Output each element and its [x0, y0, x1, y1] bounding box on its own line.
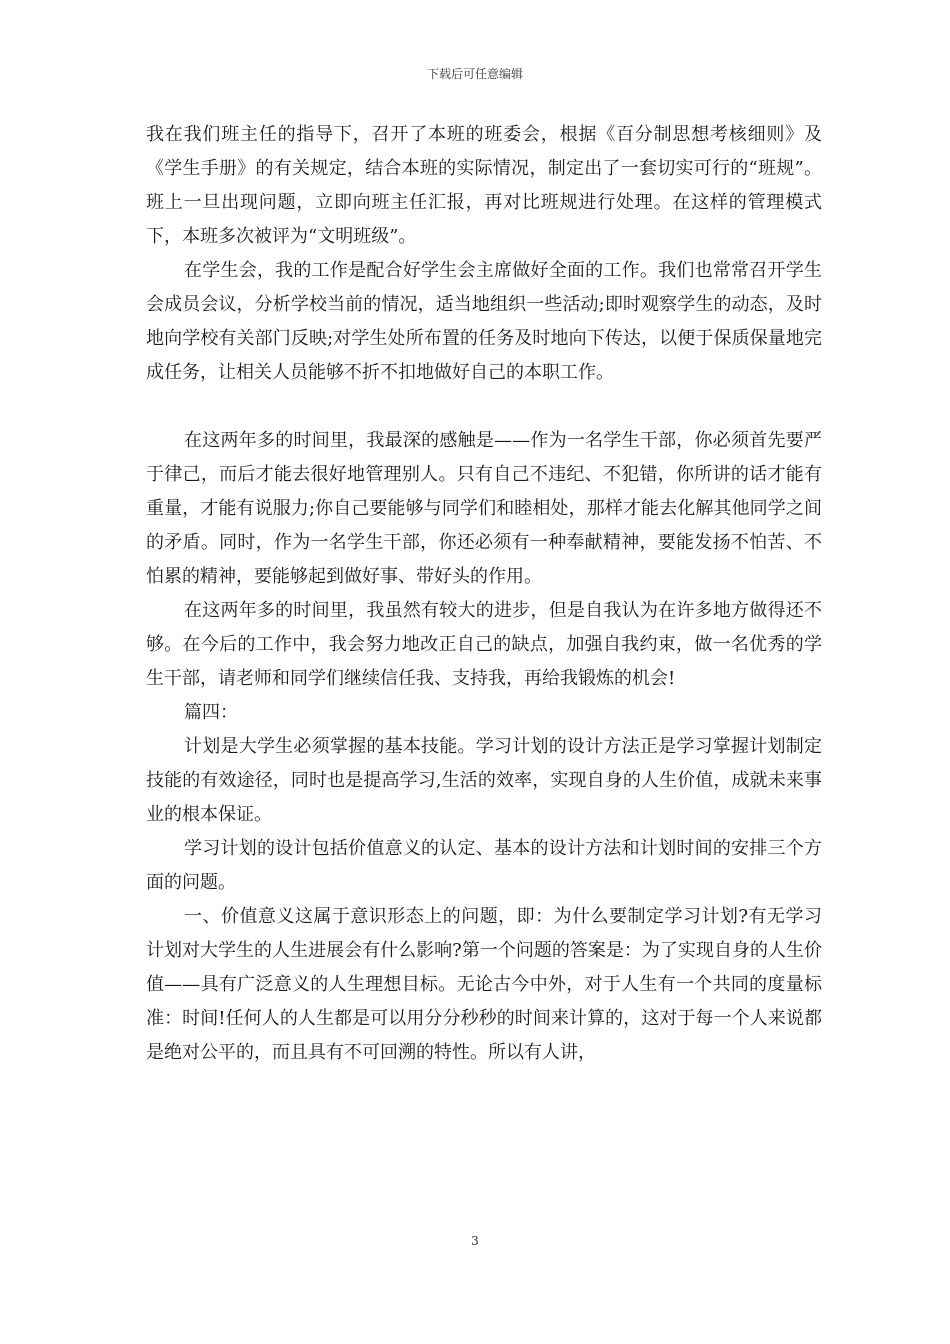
document-body [146, 118, 822, 1070]
section-heading: 篇四： [184, 702, 238, 723]
paragraph-1: 我在我们班主任的指导下，召开了本班的班委会，根据《百分制思想考核细则》及《学生手册》的有关规定，结合本班的实际情况，制定出了一套切实可行的“班规”。班上一旦出现问题，立即向班主任汇报，再对比班规进行处理。在这样的管理模式下，本班多次被评为“文明班级”。 [146, 124, 822, 247]
paragraph-3: 在这两年多的时间里，我最深的感触是——作为一名学生干部，你必须首先要严于律己，而后才能去很好地管理别人。只有自己不违纪、不犯错，你所讲的话才能有重量，才能有说服力;你自己要能够与同学们和睦相处，那样才能去化解其他同学之间的矛盾。同时，作为一名学生干部，你还必须有一种奉献精神，要能发扬不怕苦、不怕累的精神，要能够起到做好事、带好头的作用。 [146, 430, 822, 587]
paragraph-2: 在学生会，我的工作是配合好学生会主席做好全面的工作。我们也常常召开学生会成员会议，分析学校当前的情况，适当地组织一些活动;即时观察学生的动态，及时地向学校有关部门反映;对学生处所布置的任务及时地向下传达，以便于保质保量地完成任务，让相关人员能够不折不扣地做好自己的本职工作。 [146, 260, 822, 383]
page-number: 3 [471, 1234, 479, 1248]
page-header: 下载后可任意编辑 [426, 67, 523, 81]
paragraph-6: 学习计划的设计包括价值意义的认定、基本的设计方法和计划时间的安排三个方面的问题。 [146, 838, 822, 893]
paragraph-5: 计划是大学生必须掌握的基本技能。学习计划的设计方法正是学习掌握计划制定技能的有效途径，同时也是提高学习,生活的效率，实现自身的人生价值，成就未来事业的根本保证。 [146, 736, 822, 825]
paragraph-4: 在这两年多的时间里，我虽然有较大的进步，但是自我认为在许多地方做得还不够。在今后的工作中，我会努力地改正自己的缺点，加强自我约束，做一名优秀的学生干部，请老师和同学们继续信任我、支持我，再给我锻炼的机会! [146, 600, 822, 689]
paragraph-7: 一、价值意义这属于意识形态上的问题，即：为什么要制定学习计划?有无学习计划对大学生的人生进展会有什么影响?第一个问题的答案是：为了实现自身的人生价值——具有广泛意义的人生理想目标。无论古今中外，对于人生有一个共同的度量标准：时间!任何人的人生都是可以用分分秒秒的时间来计算的，这对于每一个人来说都是绝对公平的，而且具有不可回溯的特性。所以有人讲， [146, 906, 822, 1063]
